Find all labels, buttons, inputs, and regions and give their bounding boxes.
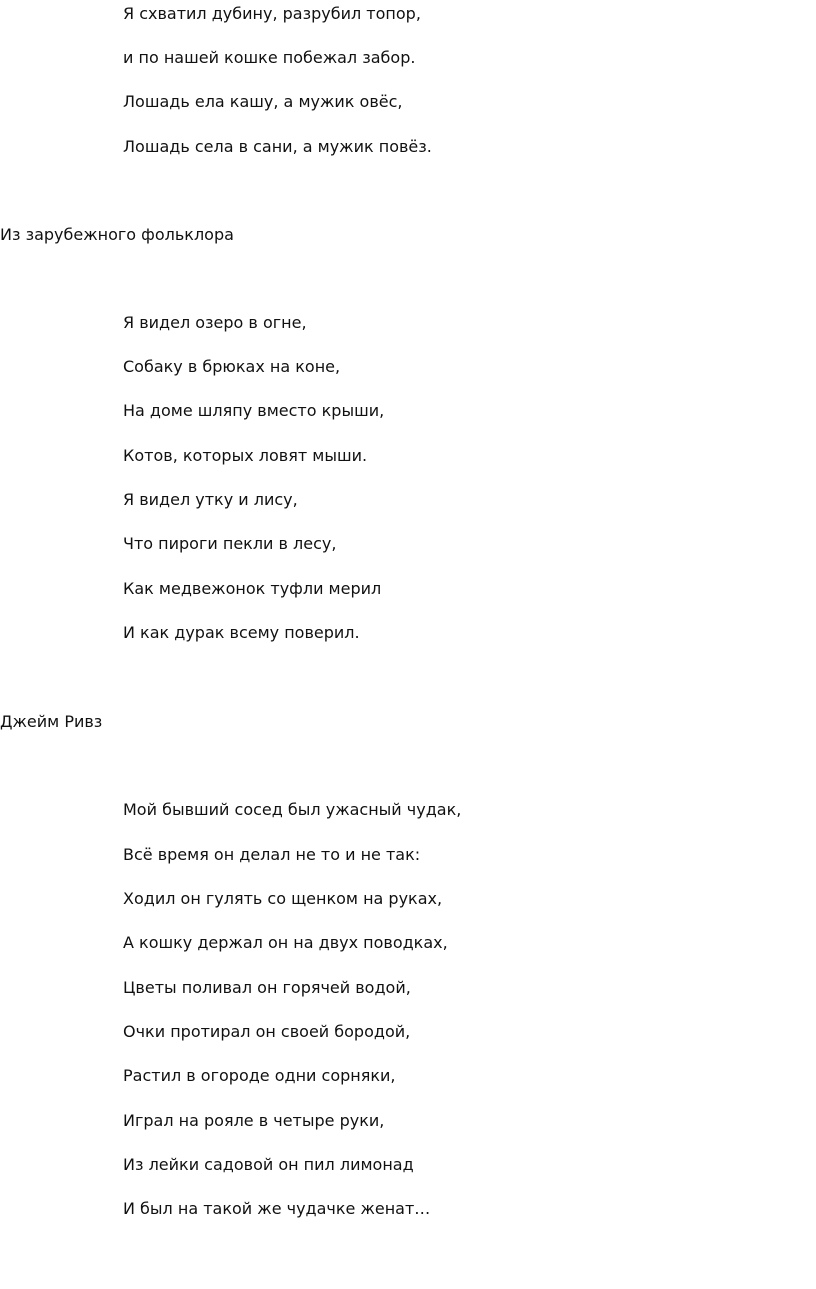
poem-line: Котов, которых ловят мыши.	[123, 446, 368, 465]
poem-line: Играл на рояле в четыре руки,	[123, 1111, 385, 1130]
poem-line: Как медвежонок туфли мерил	[123, 579, 382, 598]
section-heading: Из зарубежного фольклора	[0, 225, 234, 244]
poem-line: Из лейки садовой он пил лимонад	[123, 1155, 414, 1174]
poem-line: и по нашей кошке побежал забор.	[123, 48, 416, 67]
poem-line: Лошадь ела кашу, а мужик овёс,	[123, 92, 403, 111]
poem-line: Я схватил дубину, разрубил топор,	[123, 4, 421, 23]
poem-line: Лошадь села в сани, а мужик повёз.	[123, 137, 432, 156]
section-heading: Джейм Ривз	[0, 712, 103, 731]
poem-line: Я видел утку и лису,	[123, 490, 298, 509]
poem-line: А кошку держал он на двух поводках,	[123, 933, 448, 952]
poem-line: Ходил он гулять со щенком на руках,	[123, 889, 443, 908]
poem-line: Я видел озеро в огне,	[123, 313, 307, 332]
poem-line: Собаку в брюках на коне,	[123, 357, 341, 376]
poem-line: Очки протирал он своей бородой,	[123, 1022, 411, 1041]
poem-line: Растил в огороде одни сорняки,	[123, 1066, 396, 1085]
poem-line: Мой бывший сосед был ужасный чудак,	[123, 800, 462, 819]
poem-line: На доме шляпу вместо крыши,	[123, 401, 385, 420]
poem-line: Всё время он делал не то и не так:	[123, 845, 421, 864]
poem-line: Что пироги пекли в лесу,	[123, 534, 337, 553]
poem-line: И как дурак всему поверил.	[123, 623, 360, 642]
poem-line: И был на такой же чудачке женат…	[123, 1199, 431, 1218]
poem-line: Цветы поливал он горячей водой,	[123, 978, 411, 997]
